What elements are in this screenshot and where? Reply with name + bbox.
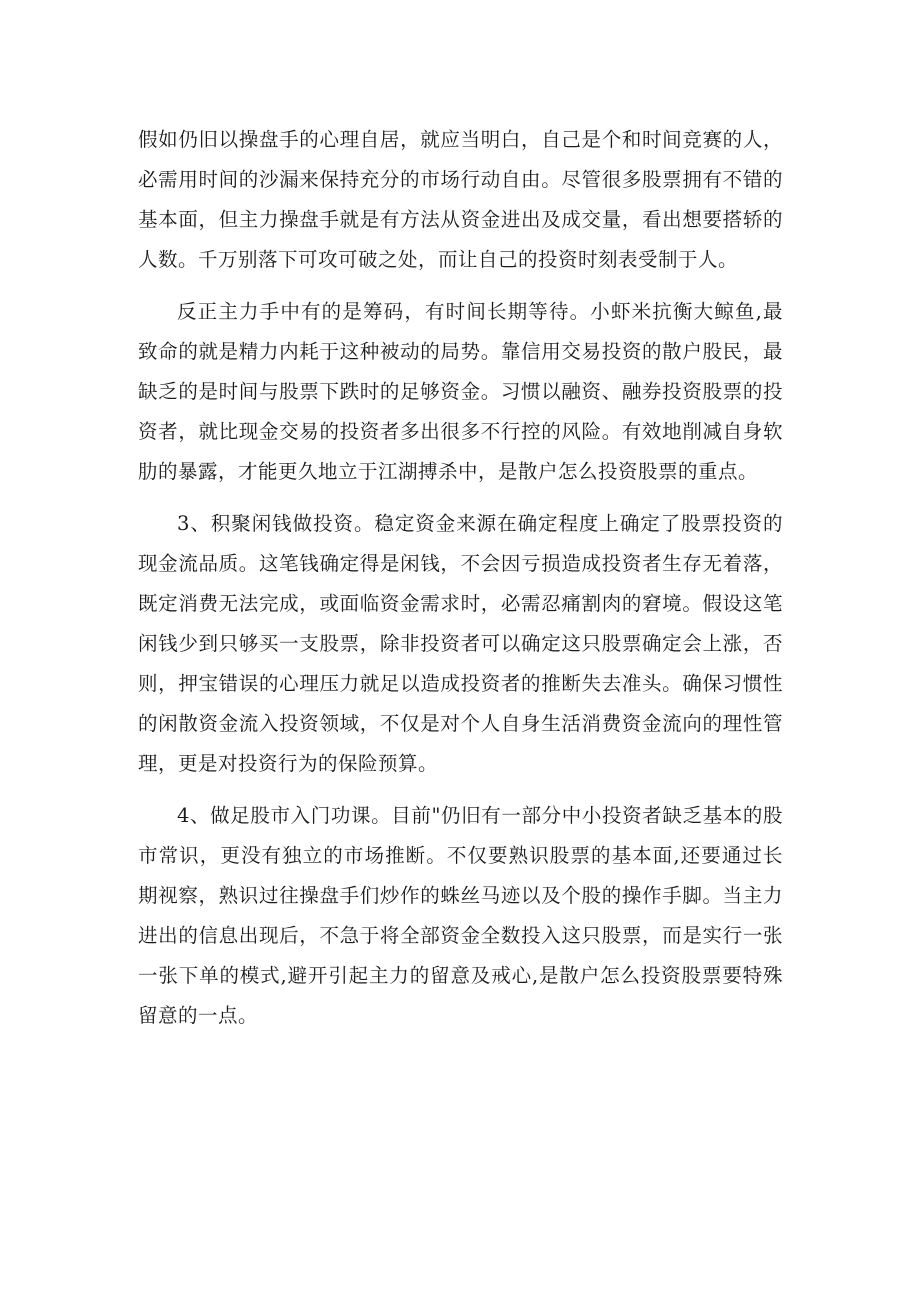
paragraph-2: 反正主力手中有的是筹码，有时间长期等待。小虾米抗衡大鲸鱼,最致命的就是精力内耗于这种被动的局势。靠信用交易投资的散户股民，最缺乏的是时间与股票下跌时的足够资金。习惯以融资、融券投资股票的投资者，就比现金交易的投资者多出很多不行控的风险。有效地削减自身软肋的暴露，才能更久地立于江湖搏杀中，是散户怎么投资股票的重点。 xyxy=(138,300,783,483)
paragraph-4: 4、做足股市入门功课。目前"仍旧有一部分中小投资者缺乏基本的股市常识，更没有独立的市场推断。不仅要熟识股票的基本面,还要通过长期视察，熟识过往操盘手们炒作的蛛丝马迹以及个股的操作手脚。当主力进出的信息出现后，不急于将全部资金全数投入这只股票，而是实行一张一张下单的模式,避开引起主力的留意及戒心,是散户怎么投资股票要特殊留意的一点。 xyxy=(138,804,783,1027)
document-body xyxy=(138,120,783,1048)
paragraph-1: 假如仍旧以操盘手的心理自居，就应当明白，自己是个和时间竞赛的人，必需用时间的沙漏来保持充分的市场行动自由。尽管很多股票拥有不错的基本面，但主力操盘手就是有方法从资金进出及成交量，看出想要搭轿的人数。千万别落下可攻可破之处，而让自己的投资时刻表受制于人。 xyxy=(138,128,783,271)
paragraph-3: 3、积聚闲钱做投资。稳定资金来源在确定程度上确定了股票投资的现金流品质。这笔钱确定得是闲钱，不会因亏损造成投资者生存无着落，既定消费无法完成，或面临资金需求时，必需忍痛割肉的窘境。假设这笔闲钱少到只够买一支股票，除非投资者可以确定这只股票确定会上涨，否则，押宝错误的心理压力就足以造成投资者的推断失去准头。确保习惯性的闲散资金流入投资领域，不仅是对个人自身生活消费资金流向的理性管理，更是对投资行为的保险预算。 xyxy=(138,512,783,775)
